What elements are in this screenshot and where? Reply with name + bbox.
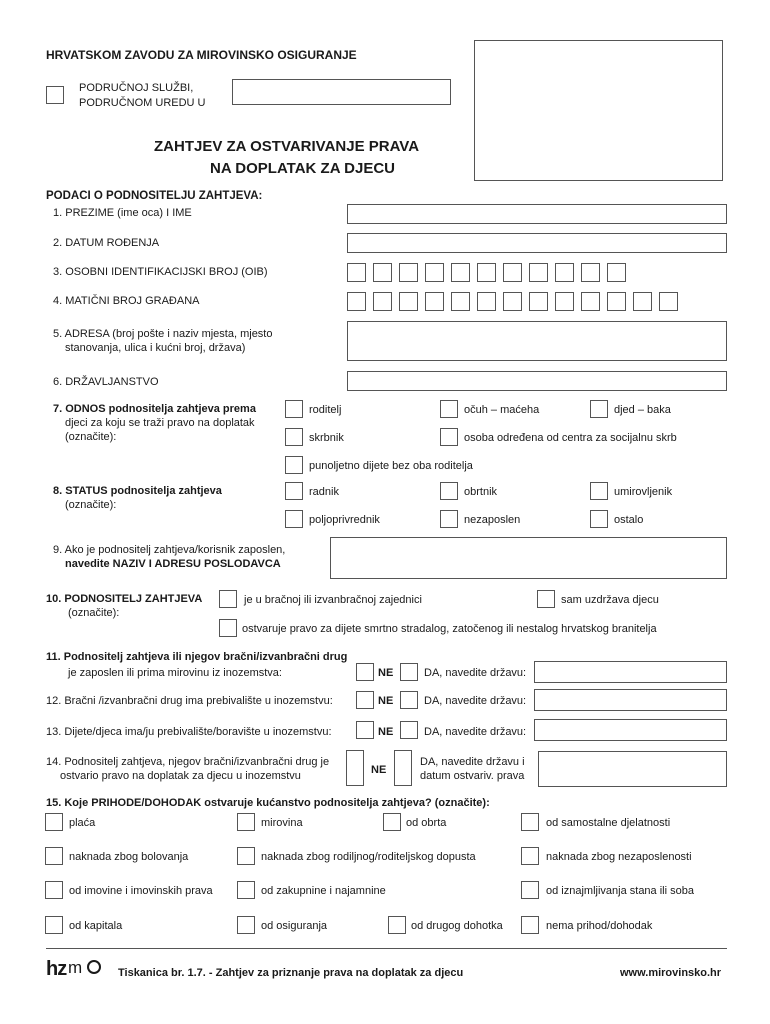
income-letting-label: od iznajmljivanja stana ili soba	[546, 885, 694, 897]
employer-label-line2: navedite NAZIV I ADRESU POSLODAVCA	[65, 558, 281, 570]
q14-country-date-input[interactable]	[538, 751, 727, 787]
q13-yes-label: DA, navedite državu:	[424, 726, 527, 738]
surname-input[interactable]	[347, 204, 727, 224]
status-farmer-label: poljoprivrednik	[309, 514, 380, 526]
oib-digit-cell[interactable]	[581, 263, 600, 282]
footer-divider	[46, 948, 727, 949]
income-rent-label: od zakupnine i najamnine	[261, 885, 386, 897]
income-parental-leave-checkbox[interactable]	[237, 847, 255, 865]
applicant-single-label: sam uzdržava djecu	[561, 594, 659, 606]
oib-digit-cell[interactable]	[347, 263, 366, 282]
q11-label-line2: je zaposlen ili prima mirovinu iz inozemstva:	[68, 667, 282, 679]
svg-text:m: m	[68, 958, 83, 977]
income-insurance-checkbox[interactable]	[237, 916, 255, 934]
section-applicant-heading: PODACI O PODNOSITELJU ZAHTJEVA:	[46, 190, 263, 202]
mbg-digit-cell[interactable]	[503, 292, 522, 311]
income-letting-checkbox[interactable]	[521, 881, 539, 899]
mbg-digit-cell[interactable]	[477, 292, 496, 311]
income-unemployment-label: naknada zbog nezaposlenosti	[546, 851, 692, 863]
status-farmer-checkbox[interactable]	[285, 510, 303, 528]
q12-yes-checkbox[interactable]	[400, 691, 418, 709]
oib-digit-cell[interactable]	[425, 263, 444, 282]
office-input[interactable]	[232, 79, 451, 105]
income-sick-leave-checkbox[interactable]	[45, 847, 63, 865]
income-pension-checkbox[interactable]	[237, 813, 255, 831]
oib-digit-cell[interactable]	[399, 263, 418, 282]
q12-yes-label: DA, navedite državu:	[424, 695, 527, 707]
q13-label: 13. Dijete/djeca ima/ju prebivalište/boravište u inozemstvu:	[46, 726, 332, 738]
office-label-line1: PODRUČNOJ SLUŽBI,	[79, 82, 194, 94]
surname-label: 1. PREZIME (ime oca) I IME	[53, 207, 192, 219]
dob-label: 2. DATUM ROĐENJA	[53, 237, 160, 249]
applicant-type-label-line1: 10. PODNOSITELJ ZAHTJEVA	[46, 593, 203, 605]
address-input[interactable]	[347, 321, 727, 361]
status-craftsman-label: obrtnik	[464, 486, 498, 498]
q11-label-line1: 11. Podnositelj zahtjeva ili njegov bračni/izvanbračni drug	[46, 651, 348, 663]
relation-parent-checkbox[interactable]	[285, 400, 303, 418]
q13-no-checkbox[interactable]	[356, 721, 374, 739]
oib-digit-cell[interactable]	[555, 263, 574, 282]
employer-label-line1: 9. Ako je podnositelj zahtjeva/korisnik zaposlen,	[53, 544, 286, 556]
income-other-label: od drugog dohotka	[411, 920, 503, 932]
institution-heading: HRVATSKOM ZAVODU ZA MIROVINSKO OSIGURANJE	[46, 48, 357, 62]
q14-yes-checkbox[interactable]	[394, 750, 412, 786]
income-self-employed-checkbox[interactable]	[521, 813, 539, 831]
oib-label: 3. OSOBNI IDENTIFIKACIJSKI BROJ (OIB)	[53, 266, 268, 278]
q11-no-checkbox[interactable]	[356, 663, 374, 681]
status-craftsman-checkbox[interactable]	[440, 482, 458, 500]
q14-no-label: NE	[371, 764, 387, 776]
income-pension-label: mirovina	[261, 817, 303, 829]
q12-country-input[interactable]	[534, 689, 727, 711]
footer-form-name: Tiskanica br. 1.7. - Zahtjev za priznanje prava na doplatak za djecu	[118, 967, 464, 979]
mbg-digit-cell[interactable]	[425, 292, 444, 311]
mbg-digit-cell[interactable]	[633, 292, 652, 311]
status-worker-label: radnik	[309, 486, 339, 498]
q12-no-checkbox[interactable]	[356, 691, 374, 709]
income-label: 15. Koje PRIHODE/DOHODAK ostvaruje kućanstvo podnositelja zahtjeva? (označite):	[46, 797, 490, 809]
relation-stepparent-label: očuh – maćeha	[464, 404, 540, 416]
applicant-partnership-label: je u bračnoj ili izvanbračnoj zajednici	[244, 594, 422, 606]
mbg-digit-cell[interactable]	[529, 292, 548, 311]
oib-digit-cell[interactable]	[477, 263, 496, 282]
q11-no-label: NE	[378, 667, 394, 679]
relation-guardian-label: skrbnik	[309, 432, 344, 444]
relation-appointed-label: osoba određena od centra za socijalnu skrb	[464, 432, 677, 444]
mbg-digit-cell[interactable]	[659, 292, 678, 311]
employer-input[interactable]	[330, 537, 727, 579]
income-insurance-label: od osiguranja	[261, 920, 328, 932]
svg-text:hz: hz	[46, 958, 67, 980]
office-checkbox[interactable]	[46, 86, 64, 104]
status-other-label: ostalo	[614, 514, 644, 526]
oib-digit-cell[interactable]	[529, 263, 548, 282]
applicant-single-checkbox[interactable]	[537, 590, 555, 608]
oib-digit-cell[interactable]	[607, 263, 626, 282]
relation-guardian-checkbox[interactable]	[285, 428, 303, 446]
relation-parent-label: roditelj	[309, 404, 342, 416]
citizenship-input[interactable]	[347, 371, 727, 391]
mbg-digit-cell[interactable]	[451, 292, 470, 311]
q14-no-checkbox[interactable]	[346, 750, 364, 786]
mbg-label: 4. MATIČNI BROJ GRAĐANA	[53, 295, 200, 307]
oib-digit-cell[interactable]	[503, 263, 522, 282]
income-self-employed-label: od samostalne djelatnosti	[546, 817, 671, 829]
income-none-label: nema prihod/dohodak	[546, 920, 653, 932]
applicant-veteran-label: ostvaruje pravo za dijete smrtno stradalog, zatočenog ili nestalog hrvatskog branitelja	[242, 623, 657, 635]
q14-yes-label-line2: datum ostvariv. prava	[420, 770, 525, 782]
relation-label-line2: djeci za koju se traži pravo na doplatak	[65, 417, 255, 429]
relation-label-line1: 7. ODNOS podnositelja zahtjeva prema	[53, 403, 256, 415]
q14-label-line2: ostvario pravo na doplatak za djecu u inozemstvu	[60, 770, 301, 782]
income-craft-label: od obrta	[406, 817, 447, 829]
q13-no-label: NE	[378, 726, 394, 738]
q11-country-input[interactable]	[534, 661, 727, 683]
address-label-line1: 5. ADRESA (broj pošte i naziv mjesta, mjesto	[53, 328, 273, 340]
income-none-checkbox[interactable]	[521, 916, 539, 934]
hzmo-logo	[46, 955, 104, 981]
dob-input[interactable]	[347, 233, 727, 253]
q12-label: 12. Bračni /izvanbračni drug ima prebivalište u inozemstvu:	[46, 695, 333, 707]
status-label-line1: 8. STATUS podnositelja zahtjeva	[53, 485, 222, 497]
form-title-line1: ZAHTJEV ZA OSTVARIVANJE PRAVA	[154, 138, 420, 155]
applicant-type-label-line2: (označite):	[68, 607, 120, 619]
oib-digit-cell[interactable]	[451, 263, 470, 282]
income-craft-checkbox[interactable]	[383, 813, 401, 831]
income-capital-label: od kapitala	[69, 920, 123, 932]
q14-yes-label-line1: DA, navedite državu i	[420, 756, 525, 768]
income-salary-checkbox[interactable]	[45, 813, 63, 831]
mbg-digit-cell[interactable]	[399, 292, 418, 311]
income-rent-checkbox[interactable]	[237, 881, 255, 899]
income-parental-leave-label: naknada zbog rodiljnog/roditeljskog dopusta	[261, 851, 476, 863]
oib-digit-cell[interactable]	[373, 263, 392, 282]
status-retired-label: umirovljenik	[614, 486, 673, 498]
relation-grandparent-label: djed – baka	[614, 404, 671, 416]
income-unemployment-checkbox[interactable]	[521, 847, 539, 865]
relation-adult-child-label: punoljetno dijete bez oba roditelja	[309, 460, 473, 472]
q11-yes-checkbox[interactable]	[400, 663, 418, 681]
income-other-checkbox[interactable]	[388, 916, 406, 934]
status-label-line2: (označite):	[65, 499, 117, 511]
address-label-line2: stanovanja, ulica i kućni broj, država)	[65, 342, 246, 354]
relation-stepparent-checkbox[interactable]	[440, 400, 458, 418]
relation-grandparent-checkbox[interactable]	[590, 400, 608, 418]
office-label-line2: PODRUČNOM UREDU U	[79, 97, 206, 109]
relation-label-line3: (označite):	[65, 431, 117, 443]
income-property-label: od imovine i imovinskih prava	[69, 885, 213, 897]
q13-country-input[interactable]	[534, 719, 727, 741]
citizenship-label: 6. DRŽAVLJANSTVO	[53, 376, 159, 388]
mbg-digit-cell[interactable]	[555, 292, 574, 311]
footer-website[interactable]: www.mirovinsko.hr	[620, 967, 722, 979]
mbg-digit-cell[interactable]	[347, 292, 366, 311]
mbg-digit-cell[interactable]	[581, 292, 600, 311]
status-unemployed-label: nezaposlen	[464, 514, 521, 526]
stamp-box	[474, 40, 723, 181]
relation-appointed-checkbox[interactable]	[440, 428, 458, 446]
mbg-digit-cell[interactable]	[373, 292, 392, 311]
relation-adult-child-checkbox[interactable]	[285, 456, 303, 474]
income-sick-leave-label: naknada zbog bolovanja	[69, 851, 189, 863]
status-retired-checkbox[interactable]	[590, 482, 608, 500]
form-title-line2: NA DOPLATAK ZA DJECU	[210, 160, 395, 177]
q13-yes-checkbox[interactable]	[400, 721, 418, 739]
applicant-partnership-checkbox[interactable]	[219, 590, 237, 608]
q12-no-label: NE	[378, 695, 394, 707]
q11-yes-label: DA, navedite državu:	[424, 667, 527, 679]
status-other-checkbox[interactable]	[590, 510, 608, 528]
status-worker-checkbox[interactable]	[285, 482, 303, 500]
income-capital-checkbox[interactable]	[45, 916, 63, 934]
income-salary-label: plaća	[69, 817, 96, 829]
q14-label-line1: 14. Podnositelj zahtjeva, njegov bračni/izvanbračni drug je	[46, 756, 330, 768]
mbg-digit-cell[interactable]	[607, 292, 626, 311]
status-unemployed-checkbox[interactable]	[440, 510, 458, 528]
applicant-veteran-checkbox[interactable]	[219, 619, 237, 637]
income-property-checkbox[interactable]	[45, 881, 63, 899]
